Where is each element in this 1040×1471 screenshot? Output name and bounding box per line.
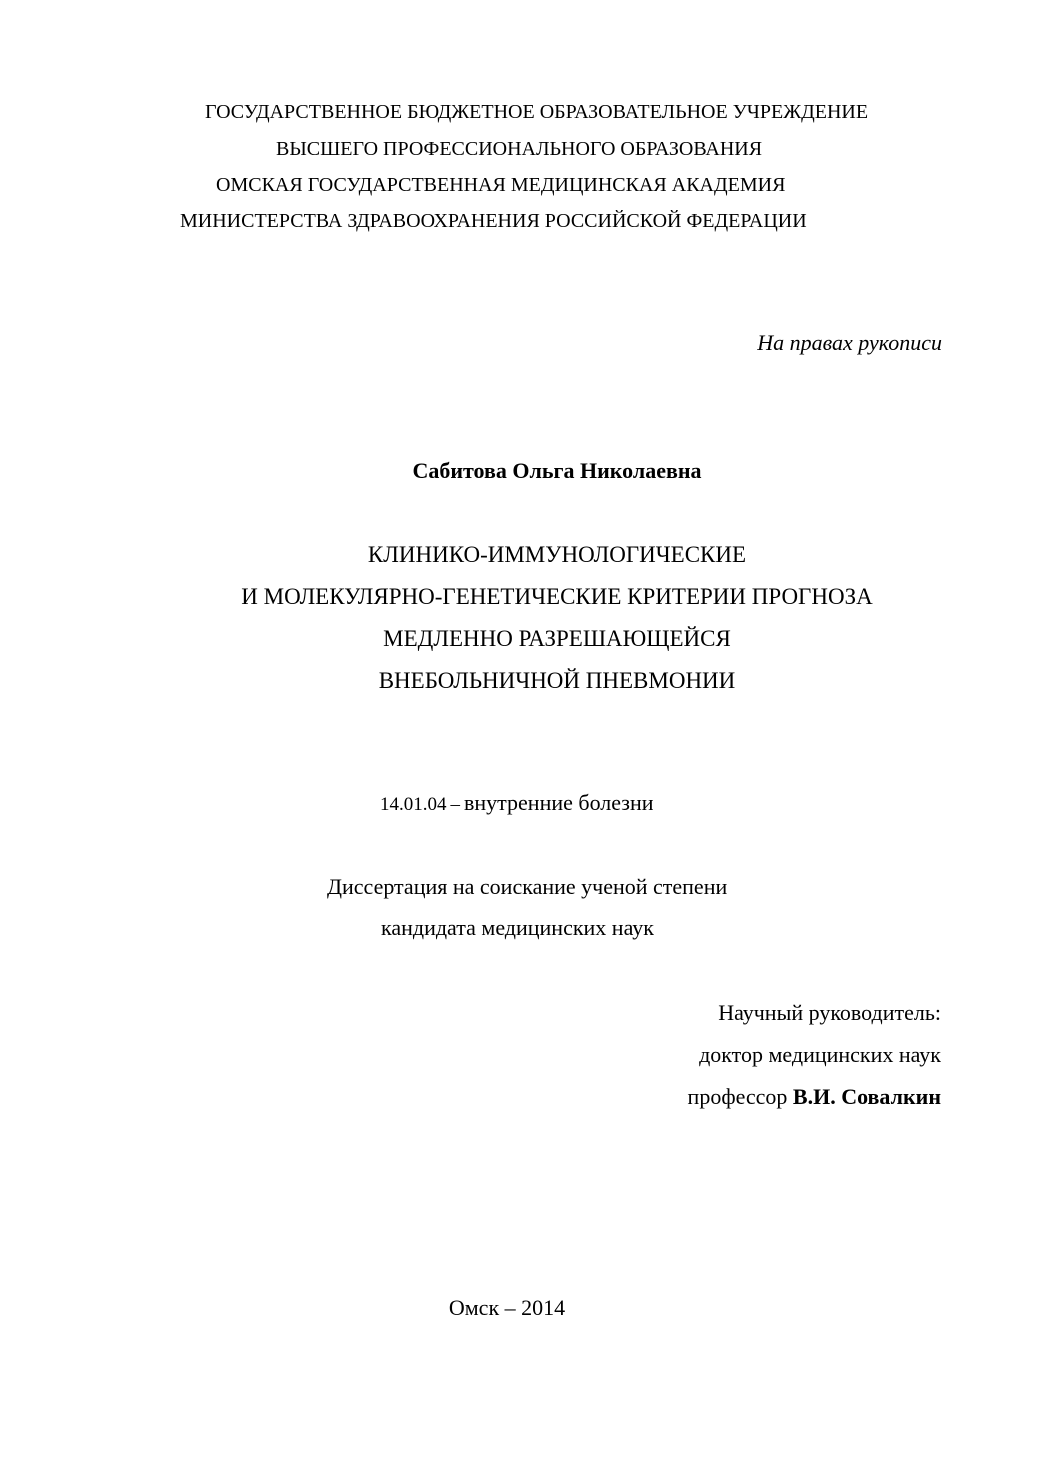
specialty	[380, 792, 654, 814]
footer-city: Омск	[448, 1295, 500, 1320]
specialty-code: 14.01.04	[380, 794, 447, 815]
supervisor-degree: доктор медицинских наук	[699, 1042, 941, 1067]
institution-line-3: ОМСКАЯ ГОСУДАРСТВЕННАЯ МЕДИЦИНСКАЯ АКАДЕМИЯ	[216, 174, 786, 196]
institution-line-2: ВЫСШЕГО ПРОФЕССИОНАЛЬНОГО ОБРАЗОВАНИЯ	[276, 138, 763, 160]
institution-line-1: ГОСУДАРСТВЕННОЕ БЮДЖЕТНОЕ ОБРАЗОВАТЕЛЬНОЕ УЧРЕЖДЕНИЕ	[205, 101, 869, 123]
thesis-title-line-1: КЛИНИКО-ИММУНОЛОГИЧЕСКИЕ	[367, 542, 747, 567]
degree-line-2: кандидата медицинских наук	[381, 915, 654, 940]
supervisor-heading: Научный руководитель:	[718, 1000, 941, 1025]
thesis-title-line-4: ВНЕБОЛЬНИЧНОЙ ПНЕВМОНИИ	[378, 668, 736, 693]
footer-year: 2014	[521, 1295, 566, 1320]
specialty-name: внутренние болезни	[464, 790, 654, 815]
manuscript-rights: На правах рукописи	[757, 330, 942, 355]
institution-line-4: МИНИСТЕРСТВА ЗДРАВООХРАНЕНИЯ РОССИЙСКОЙ ФЕДЕРАЦИИ	[180, 210, 807, 232]
supervisor-line	[688, 1086, 941, 1108]
supervisor-title: профессор	[687, 1084, 788, 1109]
specialty-dash: –	[450, 794, 460, 815]
author-name: Сабитова Ольга Николаевна	[412, 458, 702, 483]
thesis-title-line-2: И МОЛЕКУЛЯРНО-ГЕНЕТИЧЕСКИЕ КРИТЕРИИ ПРОГНОЗА	[241, 584, 873, 609]
thesis-title-line-3: МЕДЛЕННО РАЗРЕШАЮЩЕЙСЯ	[383, 626, 731, 651]
degree-line-1: Диссертация на соискание ученой степени	[327, 874, 728, 899]
footer-dash: –	[504, 1295, 516, 1320]
supervisor-name: В.И. Совалкин	[792, 1084, 941, 1109]
footer-city-year	[449, 1297, 565, 1319]
